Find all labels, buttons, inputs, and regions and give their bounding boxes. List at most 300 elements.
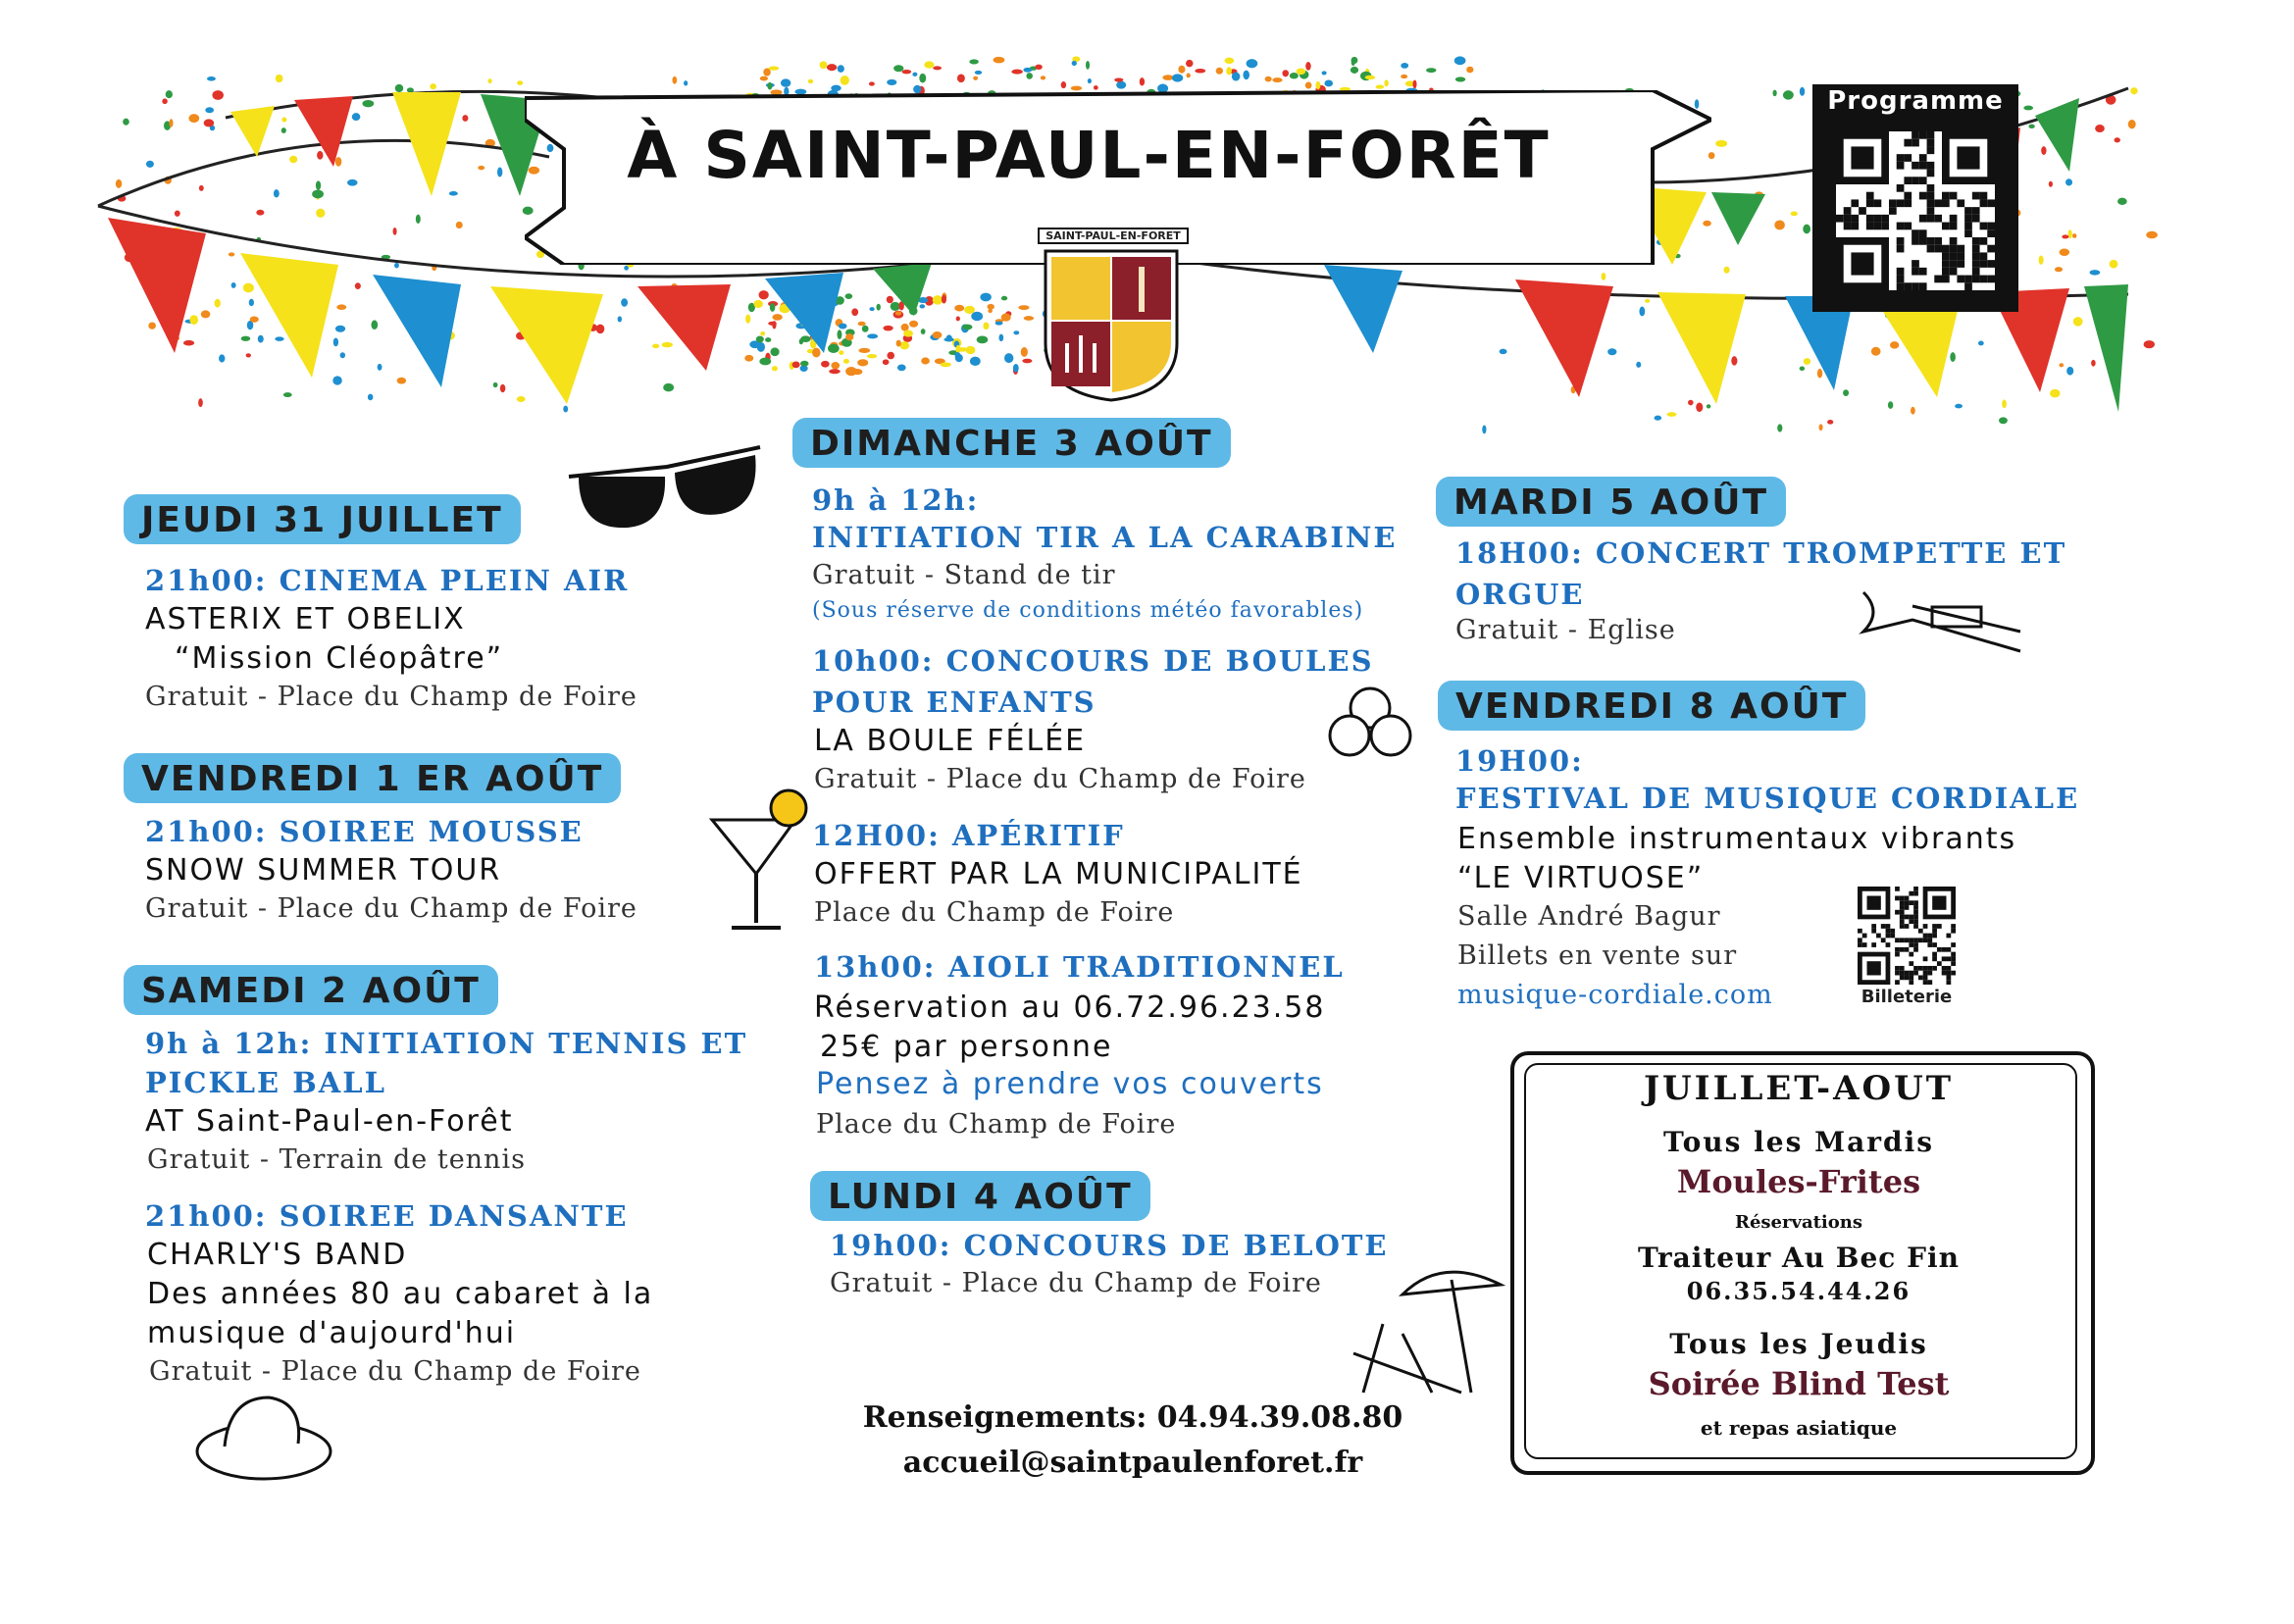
event-time: 21h00: SOIREE DANSANTE	[145, 1199, 629, 1233]
confetti-dot	[1707, 404, 1711, 408]
confetti-dot	[1061, 81, 1066, 88]
event-note: (Sous réserve de conditions météo favorables)	[812, 598, 1364, 623]
confetti-dot	[2128, 120, 2136, 128]
confetti-dot	[335, 157, 341, 167]
confetti-dot	[845, 333, 853, 340]
confetti-dot	[2062, 234, 2068, 238]
confetti-dot	[2144, 340, 2155, 348]
confetti-dot	[1666, 412, 1676, 417]
confetti-dot	[876, 304, 880, 311]
confetti-dot	[838, 330, 842, 339]
confetti-dot	[229, 252, 235, 256]
confetti-dot	[275, 336, 283, 340]
confetti-dot	[517, 80, 523, 85]
event-time: 9h à 12h: INITIATION TENNIS ET	[145, 1027, 748, 1060]
confetti-dot	[205, 107, 214, 113]
confetti-dot	[148, 322, 156, 329]
confetti-dot	[1024, 316, 1034, 321]
confetti-dot	[2049, 181, 2053, 187]
event-time-cont: PICKLE BALL	[145, 1066, 387, 1099]
confetti-dot	[808, 79, 813, 84]
day-header-lundi: LUNDI 4 AOÛT	[810, 1171, 1150, 1221]
confetti-dot	[792, 362, 800, 369]
confetti-dot	[378, 364, 382, 371]
confetti-dot	[1827, 420, 1833, 425]
confetti-dot	[909, 321, 918, 328]
confetti-dot	[812, 348, 821, 358]
confetti-dot	[1602, 273, 1606, 280]
confetti-dot	[1843, 389, 1849, 396]
confetti-dot	[2090, 270, 2101, 276]
confetti-dot	[887, 296, 893, 304]
day-header-vendredi-1: VENDREDI 1 ER AOÛT	[124, 753, 621, 803]
event-info: Gratuit - Place du Champ de Foire	[830, 1268, 1322, 1298]
event-info: Gratuit - Eglise	[1455, 615, 1676, 645]
confetti-dot	[258, 335, 264, 343]
confetti-dot	[1500, 349, 1507, 354]
confetti-dot	[838, 65, 844, 73]
confetti-dot	[368, 394, 374, 401]
confetti-dot	[933, 66, 942, 70]
confetti-dot	[2065, 178, 2072, 185]
confetti-dot	[867, 333, 878, 338]
box-highlight: Moules-Frites	[1676, 1163, 1921, 1200]
event-info: Gratuit - Place du Champ de Foire	[145, 682, 637, 712]
confetti-dot	[215, 299, 221, 308]
confetti-dot	[123, 119, 129, 126]
confetti-dot	[858, 348, 870, 353]
confetti-dot	[845, 367, 857, 376]
confetti-dot	[745, 315, 750, 324]
confetti-dot	[2041, 146, 2046, 155]
event-title: SNOW SUMMER TOUR	[145, 853, 502, 888]
qr-code-icon	[1836, 131, 1995, 290]
hat-icon	[190, 1383, 337, 1491]
confetti-dot	[867, 354, 877, 358]
confetti-dot	[652, 344, 659, 349]
confetti-dot	[957, 74, 965, 82]
confetti-dot	[887, 79, 896, 85]
confetti-dot	[166, 90, 173, 98]
event-desc: Des années 80 au cabaret à la	[147, 1277, 654, 1311]
page-title: À SAINT-PAUL-EN-FORÊT	[627, 118, 1551, 193]
confetti-dot	[1639, 307, 1645, 317]
confetti-dot	[831, 362, 840, 370]
confetti-dot	[274, 189, 280, 197]
confetti-dot	[1116, 81, 1126, 89]
confetti-dot	[1426, 68, 1436, 73]
confetti-dot	[962, 325, 972, 330]
confetti-dot	[219, 354, 225, 362]
confetti-dot	[1645, 299, 1650, 303]
confetti-dot	[851, 308, 858, 316]
confetti-dot	[1401, 75, 1407, 78]
confetti-dot	[895, 311, 902, 315]
confetti-dot	[899, 341, 909, 349]
confetti-dot	[1466, 67, 1473, 74]
confetti-dot	[893, 65, 903, 72]
confetti-dot	[1004, 353, 1013, 363]
confetti-dot	[1351, 60, 1355, 66]
cocktail-icon	[702, 781, 812, 938]
confetti-dot	[317, 151, 323, 160]
confetti-dot	[1013, 364, 1019, 373]
confetti-dot	[772, 314, 782, 321]
confetti-dot	[897, 364, 906, 371]
confetti-dot	[767, 82, 772, 90]
event-info: Gratuit - Place du Champ de Foire	[814, 764, 1306, 794]
confetti-dot	[1114, 77, 1123, 81]
event-reminder: Pensez à prendre vos couverts	[816, 1067, 1324, 1101]
confetti-dot	[1232, 73, 1241, 81]
confetti-dot	[146, 161, 154, 168]
ticket-link[interactable]: musique-cordiale.com	[1457, 980, 1773, 1010]
confetti-dot	[1094, 85, 1098, 90]
confetti-dot	[2117, 198, 2127, 205]
event-time: 12H00: APÉRITIF	[812, 819, 1125, 852]
confetti-dot	[1655, 416, 1662, 421]
confetti-dot	[1001, 314, 1011, 322]
confetti-dot	[340, 352, 345, 358]
confetti-dot	[169, 119, 173, 127]
event-time: 10h00: CONCOURS DE BOULES	[812, 644, 1374, 678]
confetti-dot	[618, 316, 622, 322]
box-line: Tous les Mardis	[1663, 1126, 1934, 1158]
confetti-dot	[975, 71, 982, 75]
confetti-dot	[903, 330, 913, 336]
confetti-dot	[1607, 348, 1616, 355]
confetti-dot	[1791, 212, 1798, 217]
event-desc: musique d'aujourd'hui	[147, 1316, 517, 1350]
confetti-dot	[1950, 352, 1956, 362]
confetti-dot	[347, 179, 358, 186]
event-time: 21h00: SOIREE MOUSSE	[145, 815, 584, 848]
confetti-dot	[1384, 79, 1388, 86]
confetti-dot	[891, 302, 900, 311]
event-subtitle: “Mission Cléopâtre”	[175, 641, 504, 676]
confetti-dot	[1243, 71, 1249, 80]
confetti-dot	[924, 61, 934, 68]
confetti-dot	[994, 57, 1005, 64]
confetti-dot	[250, 316, 259, 322]
confetti-dot	[921, 329, 926, 334]
confetti-dot	[1247, 59, 1258, 68]
confetti-dot	[1290, 73, 1299, 78]
confetti-dot	[1086, 61, 1090, 70]
confetti-dot	[246, 353, 251, 357]
confetti-dot	[397, 378, 406, 384]
confetti-dot	[843, 359, 849, 364]
confetti-dot	[1911, 407, 1915, 415]
confetti-dot	[416, 215, 421, 224]
confetti-dot	[1955, 404, 1963, 409]
confetti-dot	[902, 70, 912, 74]
confetti-dot	[1021, 347, 1028, 357]
confetti-dot	[827, 64, 837, 71]
confetti-dot	[1023, 68, 1032, 73]
confetti-dot	[1696, 402, 1703, 412]
qr-label: Programme	[1827, 86, 2004, 116]
confetti-dot	[188, 114, 199, 123]
confetti-dot	[449, 191, 458, 196]
confetti-dot	[355, 282, 361, 289]
confetti-dot	[955, 355, 959, 359]
confetti-dot	[954, 305, 964, 312]
confetti-dot	[1978, 341, 1984, 346]
event-info: Place du Champ de Foire	[816, 1109, 1177, 1140]
confetti-dot	[946, 334, 952, 341]
confetti-dot	[684, 80, 688, 85]
box-line: Réservations	[1735, 1212, 1862, 1233]
event-time-cont: FESTIVAL DE MUSIQUE CORDIALE	[1455, 782, 2080, 815]
event-info: Gratuit - Place du Champ de Foire	[149, 1356, 641, 1387]
event-info: Gratuit - Terrain de tennis	[147, 1144, 526, 1175]
confetti-dot	[841, 76, 849, 85]
confetti-dot	[1783, 90, 1794, 99]
event-time: 13h00: AIOLI TRADITIONNEL	[814, 950, 1345, 984]
confetti-dot	[1819, 424, 1823, 431]
confetti-dot	[839, 350, 843, 355]
confetti-dot	[988, 309, 993, 313]
confetti-dot	[2073, 317, 2083, 326]
confetti-dot	[1216, 68, 1223, 75]
billetterie-label: Billeterie	[1861, 987, 1953, 1007]
confetti-dot	[1454, 56, 1466, 65]
confetti-dot	[281, 117, 286, 122]
event-time: 19H00:	[1455, 744, 1584, 778]
confetti-dot	[964, 306, 975, 314]
program-qr-block[interactable]	[1812, 84, 2018, 312]
confetti-dot	[1011, 70, 1023, 75]
confetti-dot	[1482, 425, 1486, 433]
confetti-dot	[1186, 74, 1190, 78]
confetti-dot	[1999, 417, 2008, 424]
confetti-dot	[2059, 363, 2064, 367]
beach-chair-icon	[1344, 1255, 1520, 1402]
event-title: LA BOULE FÉLÉE	[814, 724, 1087, 758]
confetti-dot	[869, 307, 874, 311]
confetti-dot	[500, 384, 505, 393]
crest-label: SAINT-PAUL-EN-FORET	[1038, 228, 1189, 244]
confetti-dot	[1772, 90, 1776, 97]
confetti-dot	[770, 347, 779, 356]
box-line: Tous les Jeudis	[1669, 1328, 1928, 1360]
confetti-dot	[1803, 225, 1810, 234]
confetti-dot	[1297, 69, 1306, 76]
confetti-dot	[883, 359, 890, 365]
confetti-dot	[828, 344, 840, 353]
confetti-dot	[281, 127, 286, 133]
confetti-dot	[977, 336, 989, 344]
event-time-cont: INITIATION TIR A LA CARABINE	[812, 521, 1398, 554]
confetti-dot	[212, 90, 224, 100]
confetti-dot	[753, 300, 762, 308]
confetti-dot	[316, 209, 325, 218]
confetti-dot	[1226, 67, 1232, 75]
confetti-dot	[1265, 76, 1272, 82]
confetti-dot	[919, 74, 926, 83]
confetti-dot	[2146, 231, 2158, 238]
confetti-dot	[1186, 60, 1193, 67]
confetti-dot	[336, 304, 346, 310]
confetti-dot	[2095, 125, 2105, 132]
confetti-dot	[760, 331, 765, 335]
confetti-dot	[921, 357, 930, 364]
event-time-cont: ORGUE	[1455, 578, 1585, 611]
confetti-dot	[920, 304, 926, 308]
confetti-dot	[462, 115, 468, 122]
confetti-dot	[493, 382, 498, 387]
confetti-dot	[858, 322, 866, 326]
confetti-dot	[1022, 359, 1032, 364]
confetti-dot	[1172, 74, 1183, 81]
event-info-2: Billets en vente sur	[1457, 940, 1738, 971]
confetti-dot	[2130, 87, 2137, 94]
confetti-dot	[1636, 362, 1641, 368]
confetti-dot	[862, 326, 869, 332]
confetti-dot	[821, 361, 830, 368]
confetti-dot	[1018, 305, 1029, 310]
confetti-dot	[829, 369, 841, 374]
confetti-dot	[887, 352, 894, 360]
confetti-dot	[1195, 69, 1205, 74]
day-header-vendredi-8: VENDREDI 8 AOÛT	[1438, 681, 1865, 731]
confetti-dot	[596, 325, 605, 333]
confetti-dot	[1724, 267, 1730, 274]
box-highlight: Soirée Blind Test	[1648, 1365, 1950, 1402]
event-time: 19h00: CONCOURS DE BELOTE	[830, 1229, 1389, 1262]
confetti-dot	[1315, 81, 1320, 89]
confetti-dot	[941, 362, 951, 367]
box-line: Traiteur Au Bec Fin	[1638, 1242, 1960, 1274]
confetti-dot	[983, 322, 989, 330]
confetti-dot	[933, 295, 943, 304]
confetti-dot	[956, 345, 961, 354]
boules-icon	[1326, 683, 1414, 761]
confetti-dot	[973, 76, 978, 80]
confetti-dot	[1351, 67, 1358, 74]
confetti-dot	[2028, 125, 2034, 128]
confetti-dot	[1026, 73, 1033, 79]
confetti-dot	[289, 156, 297, 163]
confetti-dot	[2110, 260, 2118, 269]
event-info: Gratuit - Place du Champ de Foire	[145, 893, 637, 924]
event-title: Ensemble instrumentaux vibrants	[1457, 822, 2017, 856]
event-info: Salle André Bagur	[1457, 901, 1721, 932]
box-title: JUILLET-AOUT	[1643, 1069, 1955, 1108]
confetti-dot	[869, 81, 875, 85]
confetti-dot	[770, 303, 776, 312]
confetti-dot	[883, 326, 892, 331]
confetti-dot	[362, 100, 374, 107]
confetti-dot	[241, 336, 251, 341]
event-time: 21h00: CINEMA PLEIN AIR	[145, 564, 630, 597]
confetti-dot	[772, 366, 778, 371]
confetti-dot	[621, 298, 628, 306]
confetti-dot	[781, 78, 790, 86]
confetti-dot	[162, 98, 167, 104]
confetti-dot	[1041, 76, 1045, 79]
confetti-dot	[312, 189, 324, 198]
event-title: OFFERT PAR LA MUNICIPALITÉ	[814, 857, 1303, 891]
confetti-dot	[352, 113, 361, 121]
confetti-dot	[1731, 356, 1737, 365]
confetti-dot	[1072, 61, 1077, 66]
confetti-dot	[563, 406, 568, 413]
confetti-dot	[371, 320, 378, 330]
confetti-dot	[1013, 330, 1019, 334]
confetti-dot	[199, 185, 204, 191]
event-title: AT Saint-Paul-en-Forêt	[145, 1104, 514, 1139]
confetti-dot	[1162, 75, 1173, 80]
event-desc: 25€ par personne	[820, 1030, 1113, 1064]
confetti-dot	[845, 293, 853, 299]
event-desc: Réservation au 06.72.96.23.58	[814, 990, 1326, 1025]
confetti-dot	[1817, 369, 1822, 379]
confetti-dot	[912, 73, 917, 76]
confetti-dot	[1800, 367, 1806, 371]
confetti-dot	[1401, 63, 1408, 69]
confetti-dot	[1282, 70, 1289, 76]
confetti-dot	[800, 361, 809, 367]
confetti-dot	[1871, 347, 1881, 356]
confetti-dot	[1305, 81, 1312, 88]
confetti-dot	[765, 337, 771, 342]
event-time-cont: POUR ENFANTS	[812, 685, 1096, 719]
confetti-dot	[487, 78, 491, 83]
confetti-dot	[759, 358, 771, 366]
confetti-dot	[1888, 401, 1893, 409]
confetti-dot	[478, 166, 484, 170]
confetti-dot	[1322, 71, 1327, 75]
confetti-dot	[857, 359, 868, 366]
confetti-dot	[201, 310, 211, 318]
confetti-dot	[207, 76, 216, 81]
confetti-dot	[1715, 140, 1727, 147]
confetti-dot	[2055, 267, 2063, 272]
event-time: 18H00: CONCERT TROMPETTE ET	[1455, 536, 2067, 570]
confetti-dot	[456, 222, 463, 228]
billetterie-qr-icon[interactable]	[1858, 887, 1956, 985]
event-time: 9h à 12h:	[812, 483, 980, 517]
confetti-dot	[799, 338, 803, 344]
confetti-dot	[839, 324, 847, 330]
confetti-dot	[1455, 76, 1465, 81]
confetti-dot	[175, 210, 180, 216]
confetti-dot	[1224, 58, 1234, 64]
event-title: ASTERIX ET OBELIX	[145, 602, 466, 636]
confetti-dot	[1365, 76, 1375, 79]
event-subtitle: “LE VIRTUOSE”	[1457, 861, 1705, 895]
confetti-dot	[394, 263, 399, 268]
confetti-dot	[663, 383, 674, 391]
confetti-dot	[1800, 87, 1805, 96]
event-info: Gratuit - Stand de tir	[812, 560, 1116, 590]
contact-email[interactable]: accueil@saintpaulenforet.fr	[902, 1446, 1363, 1480]
confetti-dot	[2072, 233, 2077, 238]
confetti-dot	[276, 75, 283, 82]
confetti-dot	[942, 295, 946, 304]
confetti-dot	[820, 61, 828, 69]
confetti-dot	[1178, 66, 1185, 74]
day-header-jeudi: JEUDI 31 JUILLET	[124, 494, 521, 544]
confetti-dot	[2091, 360, 2096, 367]
confetti-dot	[497, 168, 502, 178]
confetti-dot	[335, 326, 345, 332]
confetti-dot	[1305, 62, 1310, 71]
day-header-mardi: MARDI 5 AOÛT	[1436, 477, 1786, 527]
confetti-dot	[256, 210, 264, 216]
